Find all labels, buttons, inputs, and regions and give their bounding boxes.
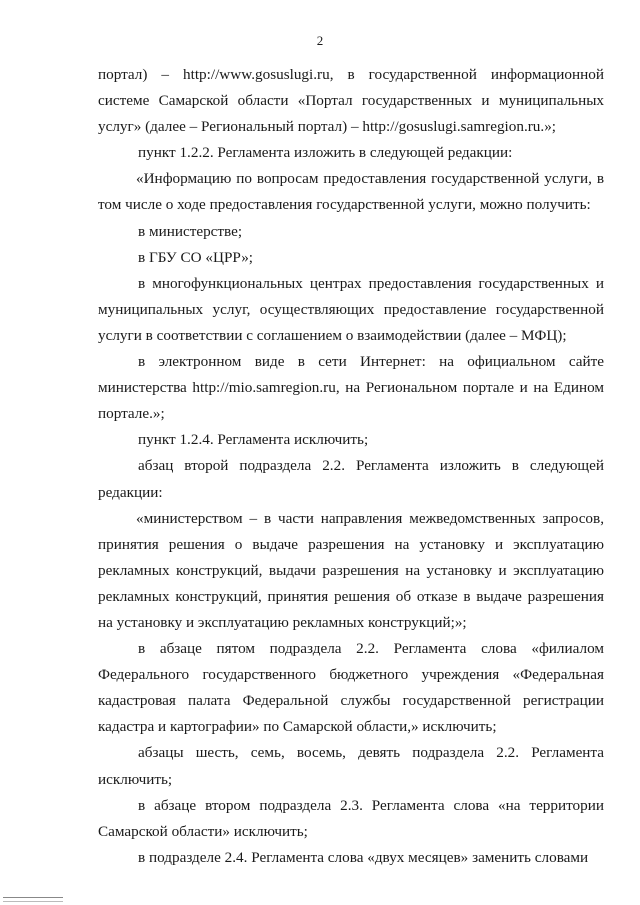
paragraph-subsection-2-3: в абзаце втором подраздела 2.3. Регламента слова «на территории Самарской области» исключить;	[98, 796, 604, 840]
paragraph-ministry: в министерстве;	[138, 222, 243, 240]
page-number: 2	[316, 33, 324, 48]
paragraph-point-1-2-2: пункт 1.2.2. Регламента изложить в следующей редакции:	[138, 144, 513, 162]
paragraph-gbu-crr: в ГБУ СО «ЦРР»;	[138, 248, 254, 266]
footer-mark	[3, 897, 63, 902]
paragraph-point-1-2-4: пункт 1.2.4. Регламента исключить;	[138, 431, 369, 449]
paragraph-internet: в электронном виде в сети Интернет: на официальном сайте министерства http://mio.samregion.ru, на Региональном портале и на Едином портале.»;	[98, 353, 604, 423]
document-body	[98, 62, 604, 871]
paragraph-info-intro: «Информацию по вопросам предоставления государственной услуги, в том числе о ходе предоставления государственной услуги, можно получить:	[98, 170, 604, 214]
paragraph-subsection-2-4: в подразделе 2.4. Регламента слова «двух месяцев» заменить словами	[138, 848, 589, 866]
paragraph-subsection-2-2-second: абзац второй подраздела 2.2. Регламента изложить в следующей редакции:	[98, 457, 604, 501]
paragraph-subsection-2-2-six-nine: абзацы шесть, семь, восемь, девять подраздела 2.2. Регламента исключить;	[98, 744, 604, 788]
paragraph-mfc: в многофункциональных центрах предоставления государственных и муниципальных услуг, осуществляющих предоставление государственной услуги в соответствии с соглашением о взаимодействии (далее – МФЦ);	[98, 274, 604, 344]
paragraph-subsection-2-2-fifth: в абзаце пятом подраздела 2.2. Регламента слова «филиалом Федерального государственного бюджетного учреждения «Федеральная кадастровая палата Федеральной службы государственной регистрации кадастра и картографии» по Самарской области,» исключить;	[98, 640, 604, 736]
paragraph-portal-continuation: портал) – http://www.gosuslugi.ru, в государственной информационной системе Самарской области «Портал государственных и муниципальных услуг» (далее – Региональный портал) – http://gosuslugi.samregion.ru.»;	[98, 66, 604, 136]
paragraph-ministry-duties: «министерством – в части направления межведомственных запросов, принятия решения о выдаче разрешения на установку и эксплуатацию рекламных конструкций, выдачи разрешения на установку и эксплуатацию рекламных конструкций, принятия решения об отказе в выдаче разрешения на установку и эксплуатацию рекламных конструкций;»;	[98, 509, 604, 631]
